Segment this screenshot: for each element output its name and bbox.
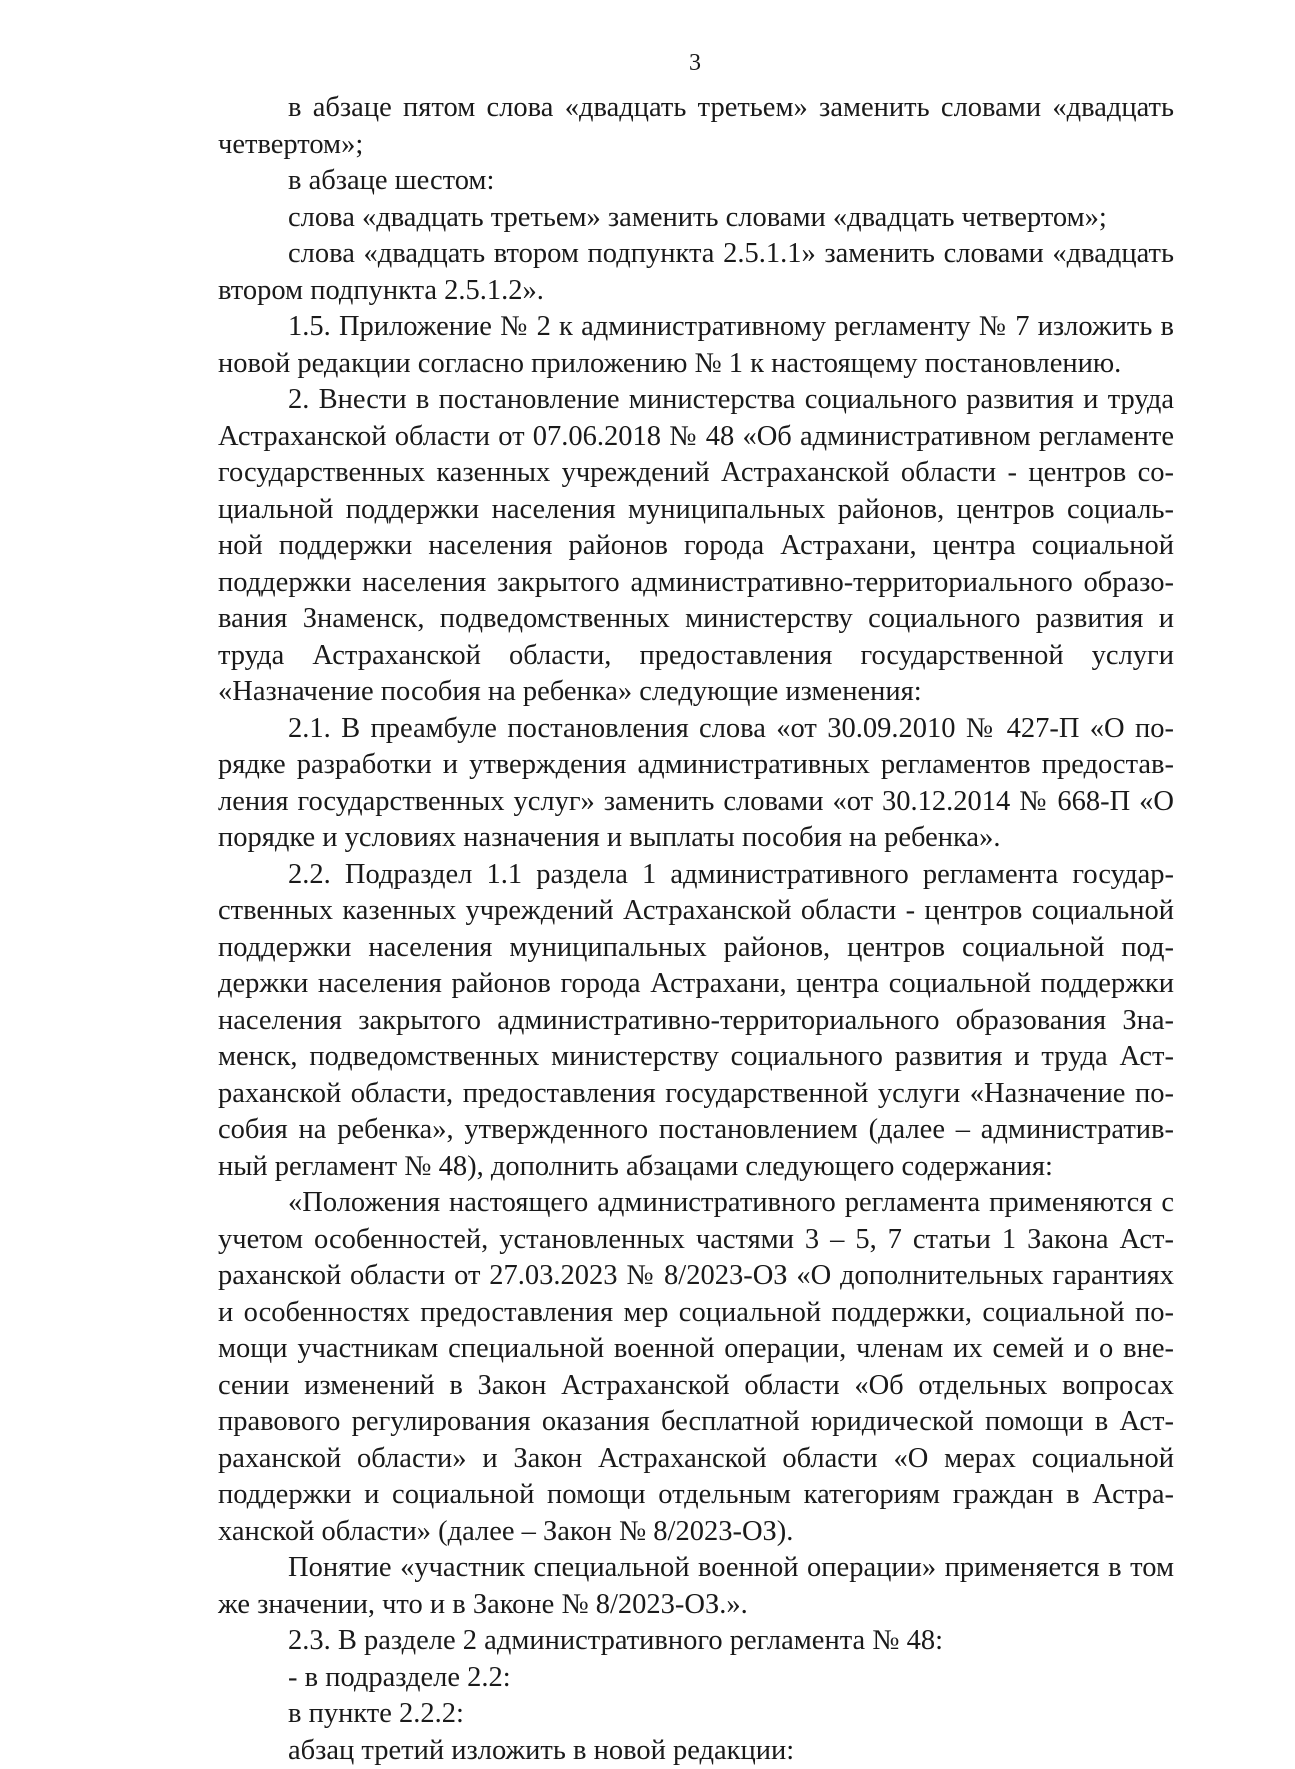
paragraph: в абзаце пятом слова «двадцать третьем» заменить словами «двадцать четвертом»; — [218, 90, 1174, 163]
paragraph: слова «двадцать втором подпункта 2.5.1.1» заменить словами «двадцать втором подпункта 2.5.1.2». — [218, 236, 1174, 309]
paragraph: «Положения настоящего административного регламента применяются с учетом особенностей, установленных частями 3 – 5, 7 статьи 1 Закона Астраханской области от 27.03.2023 № 8/2023-ОЗ «О дополнительных гарантиях и особенностях предоставления мер социальной поддержки, социальной помощи участникам специальной военной операции, членам их семей и о внесении изменений в Закон Астраханской области «Об отдельных вопросах правового регулирования оказания бесплатной юридической помощи в Астраханской области» и Закон Астраханской области «О мерах социальной поддержки и социальной помощи отдельным категориям граждан в Астраханской области» (далее – Закон № 8/2023-ОЗ). — [218, 1185, 1174, 1550]
paragraph: 2.1. В преамбуле постановления слова «от 30.09.2010 № 427-П «О порядке разработки и утверждения административных регламентов предоставления государственных услуг» заменить словами «от 30.12.2014 № 668-П «О порядке и условиях назначения и выплаты пособия на ребенка». — [218, 711, 1174, 857]
document-body — [218, 90, 1174, 1769]
paragraph: 2.3. В разделе 2 административного регламента № 48: — [218, 1623, 1174, 1660]
page-number: 3 — [95, 50, 1295, 77]
paragraph: 2.2. Подраздел 1.1 раздела 1 административного регламента государственных казенных учреждений Астраханской области - центров социальной поддержки населения муниципальных районов, центров социальной поддержки населения районов города Астрахани, центра социальной поддержки населения закрытого административно-территориального образования Знаменск, подведомственных министерству социального развития и труда Астраханской области, предоставления государственной услуги «Назначение пособия на ребенка», утвержденного постановлением (далее – административный регламент № 48), дополнить абзацами следующего содержания: — [218, 857, 1174, 1186]
paragraph: слова «двадцать третьем» заменить словами «двадцать четвертом»; — [218, 200, 1174, 237]
paragraph: в пункте 2.2.2: — [218, 1696, 1174, 1733]
paragraph: Понятие «участник специальной военной операции» применяется в том же значении, что и в Законе № 8/2023-ОЗ.». — [218, 1550, 1174, 1623]
paragraph: - в подразделе 2.2: — [218, 1660, 1174, 1697]
paragraph: 1.5. Приложение № 2 к административному регламенту № 7 изложить в новой редакции согласно приложению № 1 к настоящему постановлению. — [218, 309, 1174, 382]
paragraph: абзац третий изложить в новой редакции: — [218, 1733, 1174, 1769]
paragraph: 2. Внести в постановление министерства социального развития и труда Астраханской области от 07.06.2018 № 48 «Об административном регламенте государственных казенных учреждений Астраханской области - центров социальной поддержки населения муниципальных районов, центров социальной поддержки населения районов города Астрахани, центра социальной поддержки населения закрытого административно-территориального образования Знаменск, подведомственных министерству социального развития и труда Астраханской области, предоставления государственной услуги «Назначение пособия на ребенка» следующие изменения: — [218, 382, 1174, 711]
paragraph: в абзаце шестом: — [218, 163, 1174, 200]
